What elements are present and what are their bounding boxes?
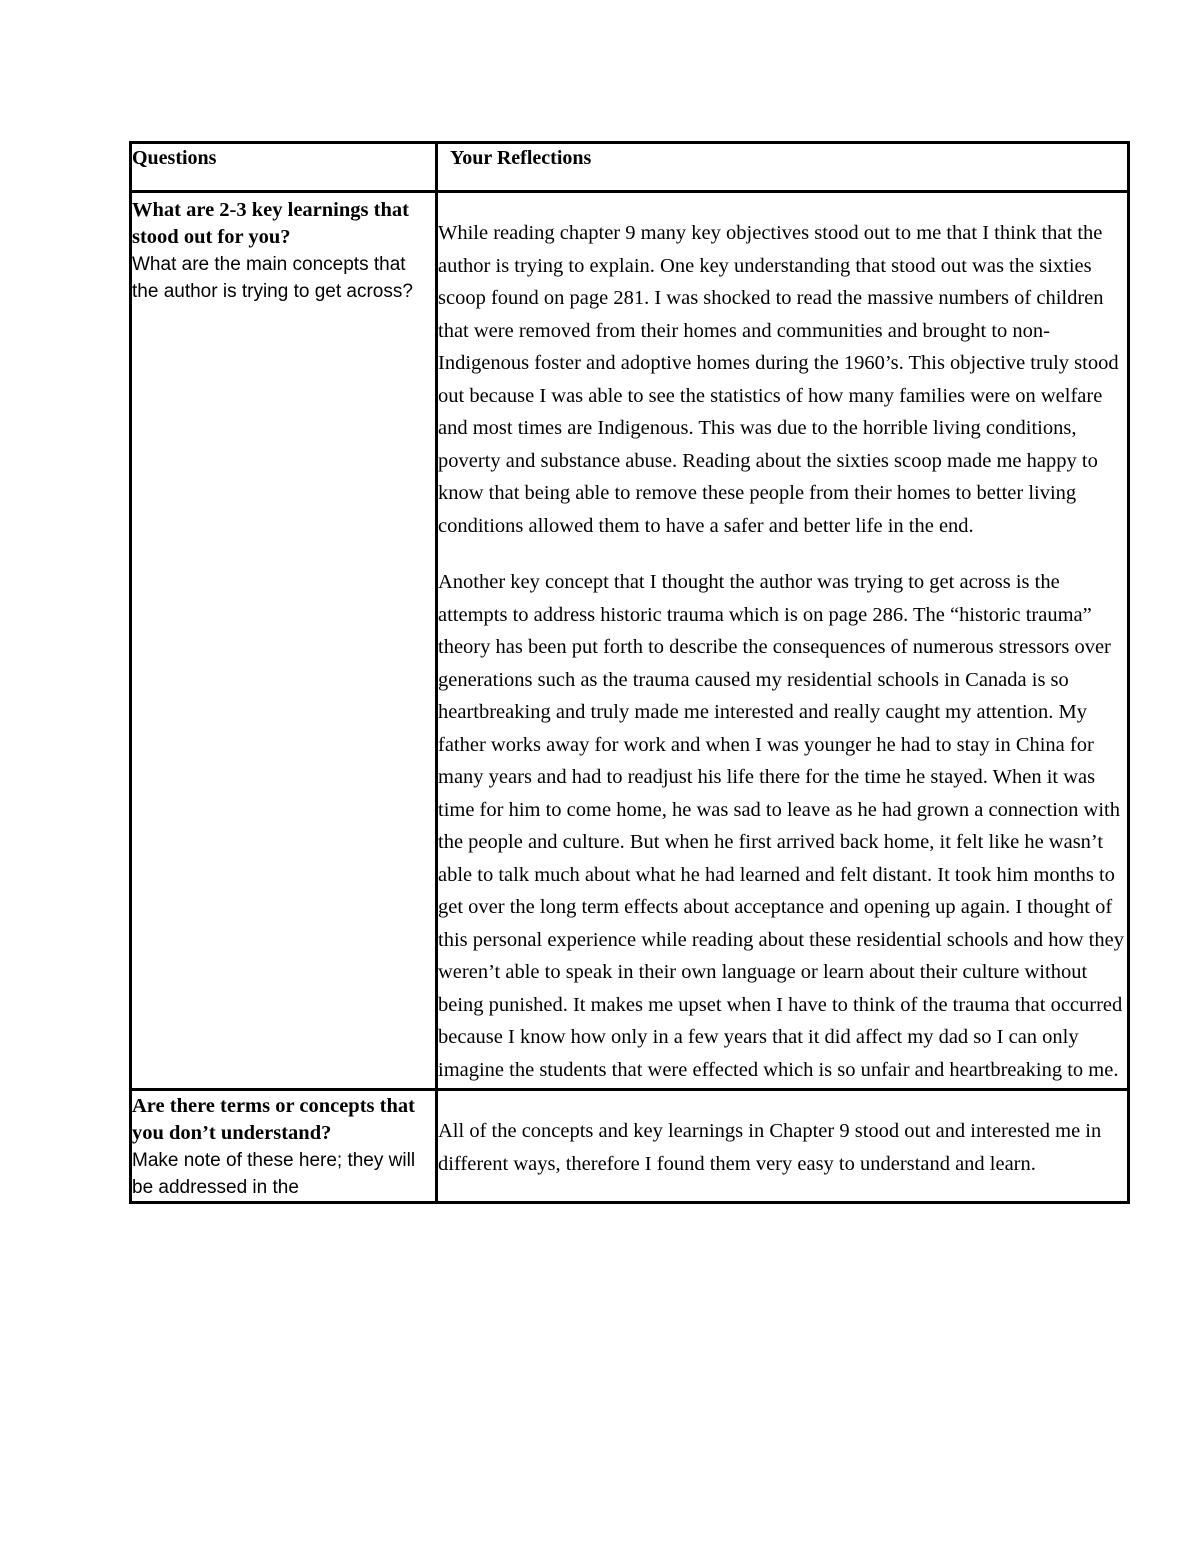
question-subtitle: What are the main concepts that the author is trying to get across?	[132, 254, 413, 302]
question-title: What are 2-3 key learnings that stood out for you?	[132, 199, 409, 248]
reflection-cell	[437, 192, 1129, 1090]
question-title: Are there terms or concepts that you don’t understand?	[132, 1095, 415, 1144]
table-header-row	[131, 143, 1129, 192]
table-row	[131, 192, 1129, 1090]
table-row	[131, 1090, 1129, 1203]
question-subtitle: Make note of these here; they will be addressed in the	[132, 1150, 416, 1198]
reflection-cell	[437, 1090, 1129, 1203]
question-cell	[131, 192, 437, 1090]
reflection-paragraph: All of the concepts and key learnings in Chapter 9 stood out and interested me in different ways, therefore I found them very easy to understand and learn.	[438, 1120, 1102, 1175]
reflection-paragraph: Another key concept that I thought the author was trying to get across is the attempts to address historic trauma which is on page 286. The “historic trauma” theory has been put forth to describe the consequences of numerous stressors over generations such as the trauma caused my residential schools in Canada is so heartbreaking and truly made me interested and really caught my attention. My father works away for work and when I was younger he had to stay in China for many years and had to readjust his life there for the time he stayed. When it was time for him to come home, he was sad to leave as he had grown a connection with the people and culture. But when he first arrived back home, it felt like he wasn’t able to talk much about what he had learned and felt distant. It took him months to get over the long term effects about acceptance and opening up again. I thought of this personal experience while reading about these residential schools and how they weren’t able to speak in their own language or learn about their culture without being punished. It makes me upset when I have to think of the trauma that occurred because I know how only in a few years that it did affect my dad so I can only imagine the students that were effected which is so unfair and heartbreaking to me.	[438, 571, 1124, 1081]
reflections-header: Your Reflections	[437, 143, 1129, 192]
reflection-table	[129, 141, 1130, 1204]
question-cell	[131, 1090, 437, 1203]
questions-header: Questions	[131, 143, 437, 192]
reflection-paragraph: While reading chapter 9 many key objectives stood out to me that I think that the author is trying to explain. One key understanding that stood out was the sixties scoop found on page 281. I was shocked to read the massive numbers of children that were removed from their homes and communities and brought to non-Indigenous foster and adoptive homes during the 1960’s. This objective truly stood out because I was able to see the statistics of how many families were on welfare and most times are Indigenous. This was due to the horrible living conditions, poverty and substance abuse. Reading about the sixties scoop made me happy to know that being able to remove these people from their homes to better living conditions allowed them to have a safer and better life in the end.	[438, 222, 1119, 537]
